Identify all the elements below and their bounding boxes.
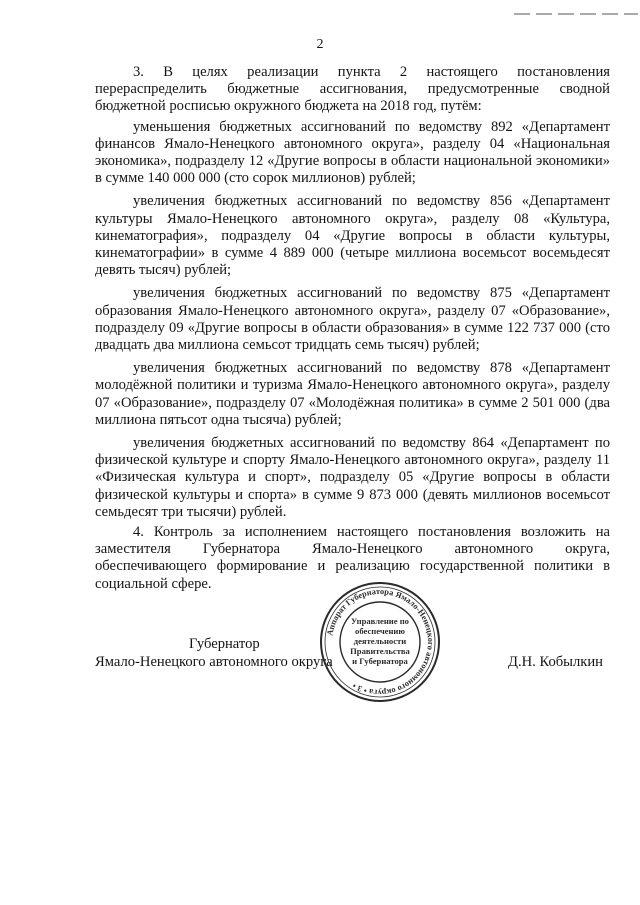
paragraph-increase-864: увеличения бюджетных ассигнований по ведомству 864 «Департамент по физической культуре и спорту Ямало-Ненецкого автономного округа», разделу 11 «Физическая культура и спорт», подразделу 05 «Другие вопросы в области физической культуры и спорта» в сумме 9 873 000 (девять миллионов восемьсот семьдесят три тысячи) рублей. xyxy=(95,435,610,520)
signatory-region: Ямало-Ненецкого автономного округа xyxy=(95,654,333,670)
svg-text:Аппарат Губернатора Ямало-Нене: Аппарат Губернатора Ямало-Ненецкого автономного округа • 3 • xyxy=(325,586,436,698)
official-stamp xyxy=(318,580,442,704)
scan-artifact-marks xyxy=(512,8,640,18)
paragraph-increase-878: увеличения бюджетных ассигнований по ведомству 878 «Департамент молодёжной политики и туризма Ямало-Ненецкого автономного округа», разделу 07 «Образование», подразделу 07 «Молодёжная политика» в сумме 2 501 000 (два миллиона пятьсот одна тысяча) рублей; xyxy=(95,360,610,428)
stamp-inner-text: Управление по обеспечению деятельности Правительства и Губернатора xyxy=(350,616,410,666)
paragraph-increase-875: увеличения бюджетных ассигнований по ведомству 875 «Департамент образования Ямало-Ненецкого автономного округа», разделу 07 «Образование», подразделу 09 «Другие вопросы в области образования» в сумме 122 737 000 (сто двадцать два миллиона семьсот тридцать семь тысяч) рублей; xyxy=(95,285,610,354)
paragraph-decrease-892: уменьшения бюджетных ассигнований по ведомству 892 «Департамент финансов Ямало-Ненецкого автономного округа», разделу 04 «Национальная экономика», подразделу 12 «Другие вопросы в области национальной экономики» в сумме 140 000 000 (сто сорок миллионов) рублей; xyxy=(95,118,610,187)
signatory-title: Губернатор xyxy=(189,636,260,652)
paragraph-4-control: 4. Контроль за исполнением настоящего постановления возложить на заместителя Губернатора Ямало-Ненецкого автономного округа, обеспечивающего формирование и реализацию государственной политики в социальной сфере. xyxy=(95,524,610,592)
page-number: 2 xyxy=(316,37,324,52)
paragraph-3-intro: 3. В целях реализации пункта 2 настоящего постановления перераспределить бюджетные ассигнования, предусмотренные сводной бюджетной росписью окружного бюджета на 2018 год, путём: xyxy=(95,64,610,115)
paragraph-increase-856: увеличения бюджетных ассигнований по ведомству 856 «Департамент культуры Ямало-Ненецкого автономного округа», разделу 08 «Культура, кинематография», подразделу 04 «Другие вопросы в области культуры, кинематографии» в сумме 4 889 000 (четыре миллиона восемьсот восемьдесят девять тысяч) рублей; xyxy=(95,193,610,279)
document-body xyxy=(95,64,610,593)
signatory-name: Д.Н. Кобылкин xyxy=(508,654,603,670)
